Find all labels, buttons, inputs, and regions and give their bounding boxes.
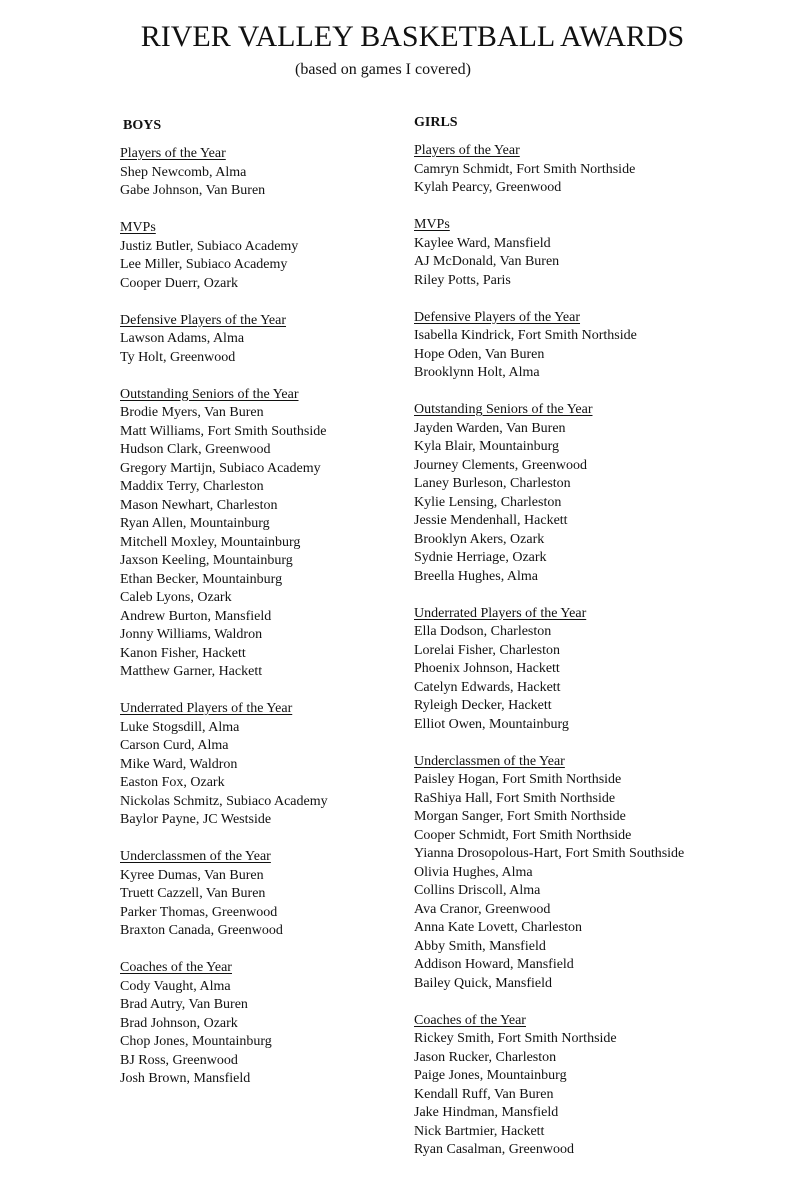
- girls-award-section: [414, 401, 794, 586]
- award-recipient: RaShiya Hall, Fort Smith Northside: [414, 790, 616, 806]
- award-recipient: Brodie Myers, Van Buren: [120, 405, 264, 420]
- award-category-title: Players of the Year: [414, 143, 520, 158]
- award-recipient: Jaxson Keeling, Mountainburg: [120, 553, 293, 568]
- award-recipient: Mike Ward, Waldron: [120, 756, 238, 772]
- award-category-title: Underrated Players of the Year: [414, 605, 587, 621]
- award-category-title: Outstanding Seniors of the Year: [414, 402, 593, 417]
- girls-sections: [414, 142, 794, 1160]
- award-recipient: Kylah Pearcy, Greenwood: [414, 180, 562, 195]
- girls-column: [414, 114, 794, 1178]
- award-recipient: Matt Williams, Fort Smith Southside: [120, 423, 327, 439]
- award-recipient: Maddix Terry, Charleston: [120, 479, 264, 494]
- award-recipient: Ryan Allen, Mountainburg: [120, 516, 270, 531]
- award-recipient: Journey Clements, Greenwood: [414, 457, 588, 473]
- award-recipient: Riley Potts, Paris: [414, 272, 511, 288]
- award-recipient: Abby Smith, Mansfield: [414, 938, 546, 954]
- award-recipient: Lawson Adams, Alma: [120, 331, 245, 346]
- award-recipient: BJ Ross, Greenwood: [120, 1052, 238, 1068]
- award-recipient: Brad Autry, Van Buren: [120, 997, 248, 1012]
- award-recipient: Ty Holt, Greenwood: [120, 349, 236, 365]
- award-recipient: Mitchell Moxley, Mountainburg: [120, 534, 301, 550]
- award-recipient: Ryleigh Decker, Hackett: [414, 698, 552, 713]
- award-recipient: Brooklynn Holt, Alma: [414, 365, 540, 380]
- boys-award-section: [120, 386, 410, 682]
- award-recipient: Ava Cranor, Greenwood: [414, 901, 551, 917]
- award-recipient: Yianna Drosopolous-Hart, Fort Smith Southside: [414, 846, 685, 861]
- award-recipient: Kendall Ruff, Van Buren: [414, 1086, 554, 1102]
- award-category-title: Underclassmen of the Year: [120, 849, 271, 864]
- award-recipient: Gregory Martijn, Subiaco Academy: [120, 460, 321, 476]
- boys-award-section: [120, 312, 410, 368]
- award-recipient: Chop Jones, Mountainburg: [120, 1034, 272, 1049]
- award-category-title: Outstanding Seniors of the Year: [120, 386, 299, 402]
- award-recipient: Kyree Dumas, Van Buren: [120, 867, 264, 883]
- award-category-title: Underclassmen of the Year: [414, 753, 565, 769]
- girls-award-section: [414, 1012, 794, 1160]
- award-recipient: Brooklyn Akers, Ozark: [414, 531, 545, 547]
- award-recipient: Ella Dodson, Charleston: [414, 624, 552, 639]
- award-recipient: Baylor Payne, JC Westside: [120, 812, 272, 827]
- award-recipient: Justiz Butler, Subiaco Academy: [120, 238, 299, 254]
- girls-award-section: [414, 216, 794, 290]
- award-category-title: Underrated Players of the Year: [120, 701, 293, 716]
- award-recipient: Kyla Blair, Mountainburg: [414, 439, 559, 454]
- award-category-title: Defensive Players of the Year: [120, 312, 287, 328]
- award-recipient: Bailey Quick, Mansfield: [414, 975, 553, 991]
- award-category-title: Players of the Year: [120, 146, 226, 161]
- award-recipient: Paige Jones, Mountainburg: [414, 1068, 567, 1083]
- award-category-title: MVPs: [120, 220, 156, 235]
- boys-award-section: [120, 959, 410, 1089]
- page-title: RIVER VALLEY BASKETBALL AWARDS: [140, 20, 685, 53]
- award-recipient: Rickey Smith, Fort Smith Northside: [414, 1031, 617, 1046]
- award-recipient: Luke Stogsdill, Alma: [120, 719, 240, 735]
- award-recipient: Lee Miller, Subiaco Academy: [120, 257, 288, 272]
- award-recipient: Isabella Kindrick, Fort Smith Northside: [414, 328, 637, 343]
- award-recipient: Cooper Duerr, Ozark: [120, 275, 239, 291]
- award-recipient: Catelyn Edwards, Hackett: [414, 679, 561, 695]
- girls-heading: GIRLS: [414, 115, 458, 130]
- award-recipient: Phoenix Johnson, Hackett: [414, 661, 560, 676]
- award-recipient: Caleb Lyons, Ozark: [120, 590, 232, 605]
- award-recipient: Breella Hughes, Alma: [414, 568, 539, 584]
- award-recipient: Ethan Becker, Mountainburg: [120, 571, 283, 587]
- award-recipient: Truett Cazzell, Van Buren: [120, 886, 266, 901]
- award-recipient: Jason Rucker, Charleston: [414, 1049, 557, 1065]
- award-recipient: Mason Newhart, Charleston: [120, 497, 278, 513]
- award-category-title: Coaches of the Year: [120, 960, 232, 975]
- award-category-title: MVPs: [414, 217, 450, 232]
- girls-award-section: [414, 142, 794, 198]
- award-recipient: AJ McDonald, Van Buren: [414, 254, 560, 269]
- award-recipient: Camryn Schmidt, Fort Smith Northside: [414, 161, 636, 177]
- award-recipient: Ryan Casalman, Greenwood: [414, 1142, 575, 1157]
- award-recipient: Nickolas Schmitz, Subiaco Academy: [120, 793, 328, 809]
- boys-heading: BOYS: [123, 118, 162, 133]
- award-category-title: Defensive Players of the Year: [414, 309, 581, 325]
- boys-award-section: [120, 848, 410, 941]
- award-recipient: Addison Howard, Mansfield: [414, 957, 574, 972]
- award-recipient: Kaylee Ward, Mansfield: [414, 235, 551, 251]
- award-recipient: Cody Vaught, Alma: [120, 978, 231, 994]
- boys-award-section: [120, 145, 410, 201]
- award-recipient: Laney Burleson, Charleston: [414, 476, 571, 491]
- boys-award-section: [120, 219, 410, 293]
- girls-award-section: [414, 753, 794, 994]
- award-recipient: Andrew Burton, Mansfield: [120, 608, 272, 624]
- award-recipient: Olivia Hughes, Alma: [414, 864, 533, 880]
- award-recipient: Sydnie Herriage, Ozark: [414, 550, 547, 565]
- award-recipient: Hope Oden, Van Buren: [414, 346, 545, 362]
- award-recipient: Matthew Garner, Hackett: [120, 664, 263, 679]
- girls-award-section: [414, 309, 794, 383]
- award-recipient: Nick Bartmier, Hackett: [414, 1123, 545, 1139]
- award-recipient: Collins Driscoll, Alma: [414, 883, 541, 898]
- page-subtitle: (based on games I covered): [295, 61, 471, 78]
- award-recipient: Carson Curd, Alma: [120, 738, 229, 753]
- award-recipient: Jonny Williams, Waldron: [120, 627, 263, 642]
- award-recipient: Josh Brown, Mansfield: [120, 1071, 251, 1086]
- award-recipient: Jessie Mendenhall, Hackett: [414, 513, 568, 528]
- award-recipient: Elliot Owen, Mountainburg: [414, 716, 569, 732]
- award-category-title: Coaches of the Year: [414, 1012, 526, 1028]
- award-recipient: Easton Fox, Ozark: [120, 775, 225, 790]
- award-recipient: Anna Kate Lovett, Charleston: [414, 920, 582, 935]
- award-recipient: Jake Hindman, Mansfield: [414, 1105, 559, 1120]
- award-recipient: Morgan Sanger, Fort Smith Northside: [414, 809, 626, 824]
- award-recipient: Paisley Hogan, Fort Smith Northside: [414, 772, 622, 787]
- award-recipient: Cooper Schmidt, Fort Smith Northside: [414, 827, 632, 843]
- award-recipient: Shep Newcomb, Alma: [120, 164, 247, 180]
- award-recipient: Lorelai Fisher, Charleston: [414, 642, 561, 658]
- award-recipient: Gabe Johnson, Van Buren: [120, 183, 266, 198]
- girls-award-section: [414, 605, 794, 735]
- award-recipient: Kanon Fisher, Hackett: [120, 645, 246, 661]
- award-recipient: Brad Johnson, Ozark: [120, 1015, 238, 1031]
- boys-award-section: [120, 700, 410, 830]
- award-recipient: Jayden Warden, Van Buren: [414, 420, 566, 436]
- award-recipient: Braxton Canada, Greenwood: [120, 923, 283, 938]
- award-recipient: Parker Thomas, Greenwood: [120, 904, 278, 920]
- award-recipient: Kylie Lensing, Charleston: [414, 494, 562, 510]
- award-recipient: Hudson Clark, Greenwood: [120, 442, 271, 457]
- boys-sections: [120, 145, 410, 1089]
- boys-column: [120, 117, 410, 1107]
